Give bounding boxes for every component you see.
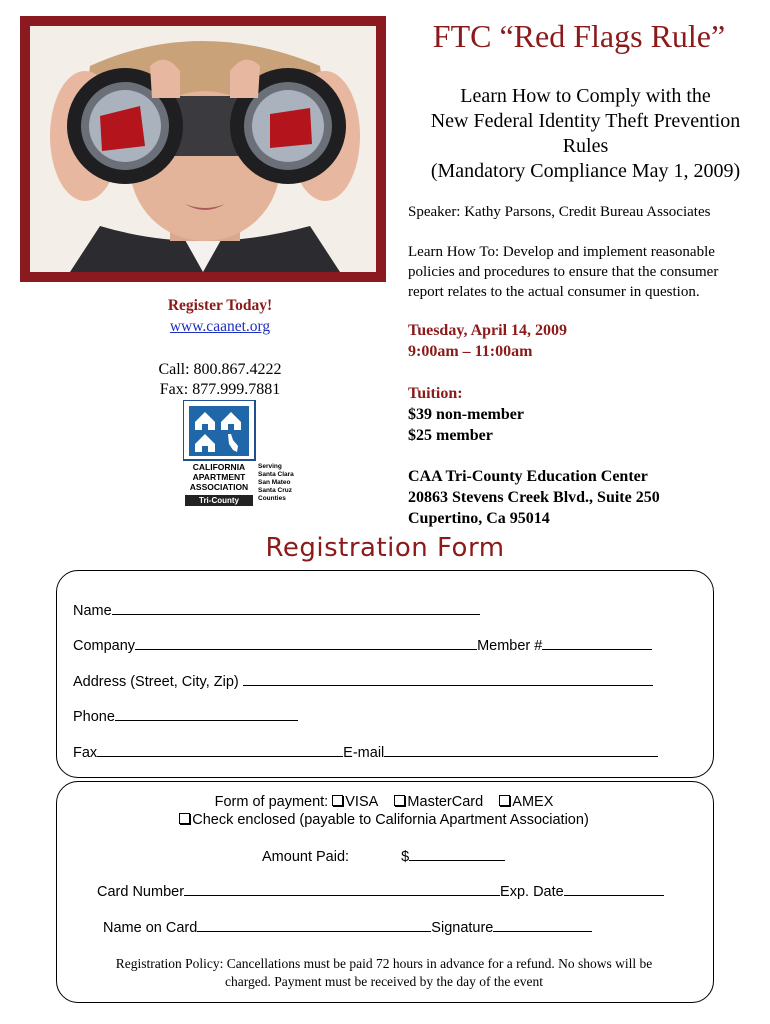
company-field[interactable] (135, 637, 477, 650)
caa-logo (183, 400, 313, 520)
phone-row (73, 708, 298, 725)
serving-line: Counties (258, 495, 286, 502)
signature-label: Signature (431, 920, 494, 936)
subtitle-line: Rules (562, 135, 609, 157)
tuition-nonmember: $39 non-member (408, 406, 524, 423)
fax-email-row (73, 744, 658, 761)
logo-serving (258, 463, 294, 503)
card-number-label: Card Number (97, 884, 185, 900)
page-title: FTC “Red Flags Rule” (432, 18, 726, 54)
tuition-label: Tuition: (408, 385, 463, 402)
signature-field[interactable] (493, 919, 592, 932)
payment-methods (56, 794, 712, 810)
policy-line: Registration Policy: Cancellations must be paid 72 hours in advance for a refund. No shows will be (115, 956, 653, 971)
event-datetime (408, 320, 753, 362)
card-number-row (97, 883, 664, 900)
website-link[interactable] (100, 318, 340, 336)
email-label: E-mail (343, 745, 385, 761)
subtitle-line: (Mandatory Compliance May 1, 2009) (430, 160, 741, 182)
name-on-card-field[interactable] (197, 919, 431, 932)
policy-line: charged. Payment must be received by the day of the event (224, 974, 543, 989)
name-on-card-row (103, 919, 592, 936)
company-row (73, 637, 652, 654)
amex-checkbox[interactable] (499, 795, 510, 806)
name-row (73, 602, 480, 619)
subtitle (408, 84, 763, 184)
exp-date-label: Exp. Date (500, 884, 564, 900)
serving-line: Santa Clara (258, 471, 294, 478)
address-field[interactable] (243, 673, 653, 686)
learn-line: report relates to the actual consumer in question. (408, 284, 700, 300)
exp-date-field[interactable] (564, 883, 664, 896)
phone-number: Call: 800.867.4222 (158, 361, 282, 378)
speaker-line: Speaker: Kathy Parsons, Credit Bureau Associates (408, 204, 711, 220)
tuition (408, 383, 753, 446)
venue (408, 466, 753, 529)
event-time: 9:00am – 11:00am (408, 343, 533, 360)
check-row (56, 812, 712, 828)
logo-line: ASSOCIATION (189, 482, 249, 492)
subtitle-line: New Federal Identity Theft Prevention (430, 110, 741, 132)
website-text[interactable]: www.caanet.org (169, 318, 271, 335)
phone-label: Phone (73, 709, 115, 725)
address-row (73, 673, 653, 690)
fax-number: Fax: 877.999.7881 (159, 381, 281, 398)
logo-line: CALIFORNIA (192, 462, 246, 472)
contact-info (100, 360, 340, 400)
amount-label: Amount Paid: (262, 849, 350, 865)
visa-checkbox[interactable] (332, 795, 343, 806)
learn-how-to (408, 242, 753, 302)
member-number-field[interactable] (542, 637, 652, 650)
name-label: Name (73, 603, 112, 619)
binoculars-photo (30, 26, 376, 272)
logo-line: APARTMENT (192, 472, 246, 482)
name-field[interactable] (112, 602, 480, 615)
venue-address: 20863 Stevens Creek Blvd., Suite 250 (408, 489, 660, 506)
payment-label: Form of payment: (214, 794, 329, 810)
serving-line: Serving (258, 463, 282, 470)
photo-frame (20, 16, 386, 282)
learn-line: Learn How To: Develop and implement reasonable (408, 244, 715, 260)
venue-city: Cupertino, Ca 95014 (408, 510, 550, 527)
event-date: Tuesday, April 14, 2009 (408, 322, 568, 339)
amount-prefix: $ (401, 849, 410, 865)
registration-policy (56, 955, 712, 991)
fax-field[interactable] (97, 744, 343, 757)
company-label: Company (73, 638, 136, 654)
learn-line: policies and procedures to ensure that the consumer (408, 264, 719, 280)
phone-field[interactable] (115, 708, 298, 721)
email-field[interactable] (384, 744, 658, 757)
mastercard-label: MasterCard (407, 794, 484, 810)
mastercard-checkbox[interactable] (394, 795, 405, 806)
address-label: Address (Street, City, Zip) (73, 674, 239, 690)
logo-badge: Tri-County (185, 495, 253, 506)
card-number-field[interactable] (184, 883, 500, 896)
serving-line: San Mateo (258, 479, 291, 486)
subtitle-line: Learn How to Comply with the (460, 85, 711, 107)
visa-label: VISA (345, 794, 379, 810)
name-on-card-label: Name on Card (103, 920, 198, 936)
logo-text (183, 462, 255, 492)
check-enclosed-checkbox[interactable] (179, 813, 190, 824)
amount-row (262, 848, 505, 865)
registration-form-title: Registration Form (265, 533, 505, 563)
check-enclosed-label: Check enclosed (payable to California Apartment Association) (192, 812, 589, 828)
member-label: Member # (477, 638, 543, 654)
venue-name: CAA Tri-County Education Center (408, 468, 648, 485)
fax-label: Fax (73, 745, 98, 761)
serving-line: Santa Cruz (258, 487, 292, 494)
amex-label: AMEX (512, 794, 554, 810)
tuition-member: $25 member (408, 427, 493, 444)
register-today: Register Today! (167, 297, 273, 314)
amount-field[interactable] (409, 848, 505, 861)
